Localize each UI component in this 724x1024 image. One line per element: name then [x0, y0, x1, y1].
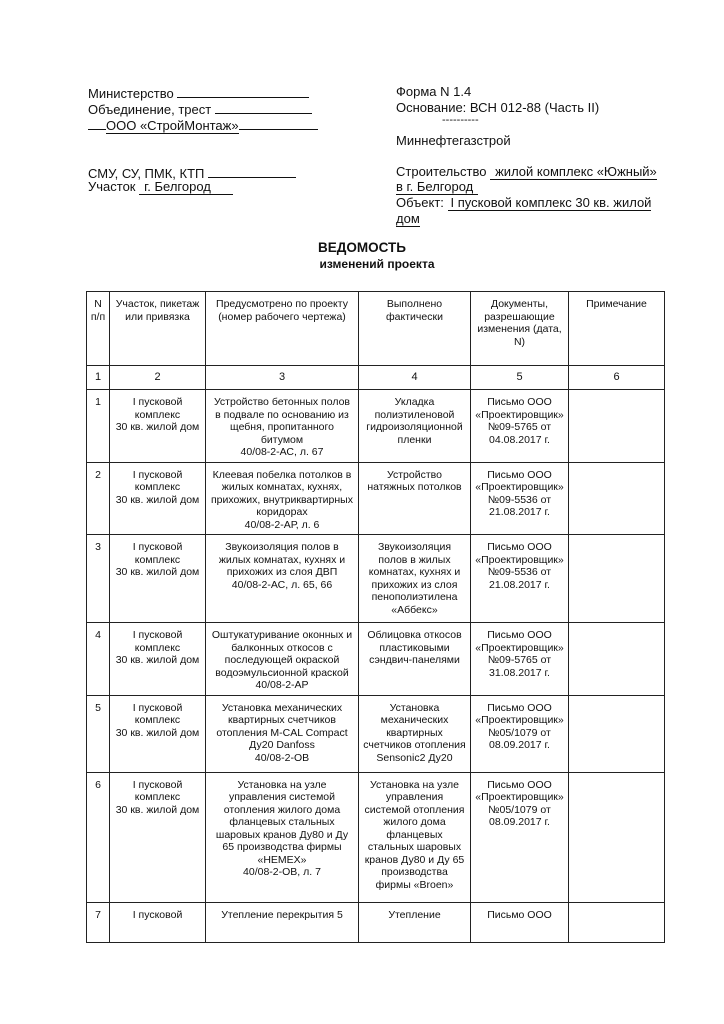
changes-table — [86, 291, 665, 943]
cell-line: Устройство — [387, 468, 442, 481]
ministry-field — [88, 84, 309, 101]
cell-line: Письмо ООО — [487, 701, 552, 714]
cell-line: Установка механических — [221, 701, 343, 714]
cell-line: комплекс — [134, 641, 181, 654]
header-line: фактически — [386, 310, 443, 323]
cell-line: 40/08-2-АР — [255, 679, 309, 691]
row-note — [569, 462, 665, 535]
cell-line: полов в жилых — [378, 553, 451, 566]
ministry-blank — [177, 84, 309, 98]
table-row — [87, 390, 665, 463]
cell-line: №09-5765 от — [487, 421, 552, 433]
cell-line: Письмо ООО — [487, 908, 552, 921]
cell-line: №05/1079 от — [488, 726, 551, 739]
cell-line: Письмо ООО — [487, 541, 552, 553]
table-header-row — [87, 292, 665, 366]
table-row — [87, 902, 665, 942]
cell-line: счетчиков отопления — [363, 739, 466, 751]
cell-line: I пусковой — [132, 778, 183, 791]
cell-line: жилого дома — [383, 816, 446, 828]
header-line: N) — [513, 335, 526, 348]
header-note — [569, 292, 665, 366]
cell-line: коридорах — [256, 506, 308, 518]
cell-line: Письмо ООО — [487, 778, 552, 791]
cell-line: щебня, пропитанного — [230, 421, 334, 433]
row-documents — [471, 535, 569, 623]
row-section — [110, 390, 206, 463]
cell-line: комплекс — [134, 408, 181, 421]
cell-line: системой отопления — [364, 803, 465, 816]
cell-line: I пусковой — [132, 908, 183, 921]
header-actual — [359, 292, 471, 366]
cell-line: пластиковыми — [379, 641, 450, 654]
cell-line: 21.08.2017 г. — [489, 578, 550, 591]
cell-line: 40/08-2-ОВ, л. 7 — [243, 866, 321, 878]
basis-dashes: ---------- — [442, 114, 479, 126]
association-blank — [215, 100, 312, 114]
row-number: 2 — [87, 462, 110, 535]
cell-line: Письмо ООО — [487, 629, 552, 641]
row-number: 3 — [87, 535, 110, 623]
row-number: 4 — [87, 623, 110, 696]
cell-line: комнатах, кухнях и — [368, 566, 461, 578]
cell-line: фланцевых — [386, 828, 443, 841]
header-documents — [471, 292, 569, 366]
row-section — [110, 902, 206, 942]
column-number: 4 — [359, 366, 471, 390]
cell-line: пленки — [397, 433, 432, 446]
cell-line: 30 кв. жилой дом — [115, 566, 200, 578]
row-documents — [471, 462, 569, 535]
cell-line: отопления M-CAL Compact — [216, 726, 348, 739]
cell-line: шаровых кранов Ду80 и Ду — [215, 828, 349, 841]
column-number: 6 — [569, 366, 665, 390]
cell-line: «Проектировщик» — [475, 791, 564, 803]
cell-line: 40/08-2-ОВ — [254, 751, 310, 764]
cell-line: комплекс — [134, 553, 181, 566]
row-planned — [206, 902, 359, 942]
cell-line: 08.09.2017 г. — [489, 739, 550, 751]
row-number: 5 — [87, 695, 110, 772]
cell-line: Звукоизоляция полов в — [225, 541, 339, 553]
cell-line: гидроизоляционной — [366, 421, 463, 433]
object-value-line1: I пусковой комплекс 30 кв. жилой — [448, 195, 652, 211]
header-line: Участок, пикетаж — [115, 298, 200, 310]
row-section — [110, 462, 206, 535]
column-number: 1 — [87, 366, 110, 390]
cell-line: кранов Ду80 и Ду 65 — [364, 853, 465, 866]
cell-line: Утепление перекрытия 5 — [221, 908, 343, 921]
cell-line: Клеевая побелка потолков в — [212, 468, 352, 481]
row-documents — [471, 390, 569, 463]
cell-line: I пусковой — [132, 541, 183, 553]
construction-label: Строительство — [396, 164, 487, 179]
row-planned — [206, 390, 359, 463]
association-field — [88, 100, 312, 117]
cell-line: в подвале по основанию из — [215, 408, 349, 421]
cell-line: прихожих из слоя — [371, 578, 458, 591]
header-line: Выполнено — [386, 298, 443, 310]
cell-line: комплекс — [134, 481, 181, 493]
row-note — [569, 695, 665, 772]
table-row — [87, 535, 665, 623]
object-label: Объект: — [396, 195, 444, 210]
cell-line: Установка на узле — [369, 778, 459, 791]
row-planned — [206, 535, 359, 623]
row-planned — [206, 462, 359, 535]
table-body — [87, 292, 665, 943]
document-title: ВЕДОМОСТЬ — [318, 240, 406, 255]
cell-line: «Проектировщик» — [475, 408, 564, 421]
header-line: Предусмотрено по проекту — [216, 298, 348, 310]
cell-line: Утепление — [388, 908, 441, 921]
cell-line: прихожих из слоя ДВП — [226, 566, 338, 578]
row-note — [569, 902, 665, 942]
cell-line: квартирных счетчиков — [228, 714, 336, 726]
cell-line: балконных откосов с — [231, 641, 333, 654]
cell-line: Установка на узле — [237, 778, 327, 791]
header-line: (номер рабочего чертежа) — [218, 310, 346, 323]
construction-city: в г. Белгород — [396, 179, 478, 195]
header-line: п/п — [90, 310, 106, 323]
construction-field — [396, 164, 657, 179]
cell-line: водоэмульсионной краской — [215, 666, 349, 679]
cell-line: №05/1079 от — [488, 803, 551, 816]
column-number-row — [87, 366, 665, 390]
row-section — [110, 695, 206, 772]
construction-value: жилой комплекс «Южный» — [490, 164, 657, 180]
row-planned — [206, 772, 359, 902]
cell-line: 08.09.2017 г. — [489, 816, 550, 828]
cell-line: последующей окраской — [224, 654, 340, 666]
row-section — [110, 623, 206, 696]
row-section — [110, 772, 206, 902]
cell-line: комплекс — [134, 714, 181, 726]
cell-line: Sensonic2 Ду20 — [376, 751, 453, 764]
object-field — [396, 195, 651, 210]
row-actual — [359, 772, 471, 902]
header-line: изменения (дата, — [477, 323, 562, 335]
section-label: Участок — [88, 179, 136, 194]
cell-line: Письмо ООО — [487, 468, 552, 481]
cell-line: сэндвич-панелями — [369, 654, 460, 666]
cell-line: 30 кв. жилой дом — [115, 726, 200, 739]
table-row — [87, 462, 665, 535]
table-row — [87, 695, 665, 772]
cell-line: 30 кв. жилой дом — [115, 803, 200, 816]
cell-line: 40/08-2-АР, л. 6 — [244, 518, 320, 531]
cell-line: фирмы «Broen» — [375, 878, 454, 891]
cell-line: I пусковой — [132, 396, 183, 408]
row-planned — [206, 695, 359, 772]
cell-line: №09-5536 от — [487, 566, 552, 578]
cell-line: 04.08.2017 г. — [489, 433, 550, 446]
row-actual — [359, 623, 471, 696]
cell-line: 31.08.2017 г. — [489, 666, 550, 679]
cell-line: «Проектировщик» — [475, 641, 564, 654]
row-documents — [471, 902, 569, 942]
cell-line: производства — [381, 866, 448, 878]
smu-blank — [208, 164, 296, 178]
document-subtitle: изменений проекта — [319, 257, 435, 271]
row-number: 7 — [87, 902, 110, 942]
row-note — [569, 535, 665, 623]
cell-line: Установка — [389, 701, 440, 714]
row-actual — [359, 390, 471, 463]
cell-line: Звукоизоляция — [377, 541, 452, 553]
column-number: 5 — [471, 366, 569, 390]
cell-line: квартирных — [386, 726, 443, 739]
column-number: 3 — [206, 366, 359, 390]
cell-line: жилых комнатах, кухнях, — [221, 481, 343, 493]
header-line: N — [94, 298, 102, 310]
row-actual — [359, 535, 471, 623]
ministry-label: Министерство — [88, 86, 174, 101]
association-label: Объединение, трест — [88, 102, 212, 117]
header-line: или привязка — [125, 310, 190, 323]
column-number: 2 — [110, 366, 206, 390]
cell-line: натяжных потолков — [367, 481, 462, 493]
cell-line: I пусковой — [132, 701, 183, 714]
cell-line: комплекс — [134, 791, 181, 803]
cell-line: управления системой — [228, 791, 335, 803]
table-row — [87, 623, 665, 696]
row-section — [110, 535, 206, 623]
construction-city-line — [396, 179, 478, 194]
cell-line: полиэтиленовой — [374, 408, 455, 421]
ministry-name: Миннефтегазстрой — [396, 133, 511, 148]
organization-field — [88, 116, 318, 133]
cell-line: 40/08-2-АС, л. 67 — [240, 446, 324, 458]
section-value: г. Белгород — [139, 179, 233, 195]
object-value-line2: дом — [396, 211, 420, 226]
header-line: Примечание — [586, 298, 647, 310]
header-planned — [206, 292, 359, 366]
cell-line: Укладка — [394, 396, 435, 408]
header-section — [110, 292, 206, 366]
row-actual — [359, 462, 471, 535]
cell-line: стальных шаровых — [367, 841, 462, 853]
basis: Основание: ВСН 012-88 (Часть II) — [396, 100, 600, 115]
cell-line: «Проектировщик» — [475, 714, 564, 726]
row-note — [569, 390, 665, 463]
cell-line: Облицовка откосов — [367, 629, 462, 641]
cell-line: прихожих, внутриквартирных — [211, 493, 353, 506]
cell-line: I пусковой — [132, 629, 183, 641]
organization-name: ООО «СтройМонтаж» — [106, 118, 239, 133]
cell-line: механических — [380, 714, 449, 726]
cell-line: «Проектировщик» — [475, 481, 564, 493]
cell-line: «Проектировщик» — [475, 553, 564, 566]
row-actual — [359, 902, 471, 942]
cell-line: Письмо ООО — [487, 396, 552, 408]
header-line: разрешающие — [484, 310, 555, 323]
row-documents — [471, 772, 569, 902]
cell-line: «Аббекс» — [391, 603, 438, 616]
smu-label: СМУ, СУ, ПМК, КТП — [88, 166, 205, 181]
cell-line: фланцевых стальных — [229, 816, 335, 828]
cell-line: Оштукатуривание оконных и — [211, 629, 353, 641]
row-note — [569, 623, 665, 696]
row-documents — [471, 623, 569, 696]
cell-line: №09-5765 от — [487, 654, 552, 666]
cell-line: №09-5536 от — [487, 493, 552, 506]
row-note — [569, 772, 665, 902]
object-line2 — [396, 211, 420, 226]
row-number: 6 — [87, 772, 110, 902]
section-field — [88, 179, 233, 194]
table-row — [87, 772, 665, 902]
row-planned — [206, 623, 359, 696]
cell-line: «HEMEX» — [257, 853, 307, 866]
cell-line: пенополиэтилена — [371, 591, 458, 603]
cell-line: 21.08.2017 г. — [489, 506, 550, 518]
header-number — [87, 292, 110, 366]
form-number: Форма N 1.4 — [396, 84, 472, 99]
cell-line: Устройство бетонных полов — [213, 396, 351, 408]
cell-line: Ду20 Danfoss — [249, 739, 315, 751]
cell-line: 30 кв. жилой дом — [115, 654, 200, 666]
cell-line: управления — [385, 791, 444, 803]
row-actual — [359, 695, 471, 772]
cell-line: битумом — [260, 433, 304, 446]
cell-line: 40/08-2-АС, л. 65, 66 — [231, 578, 333, 591]
cell-line: жилых комнатах, кухнях и — [218, 553, 346, 566]
cell-line: 65 производства фирмы — [222, 841, 342, 853]
cell-line: 30 кв. жилой дом — [115, 493, 200, 506]
cell-line: I пусковой — [132, 468, 183, 481]
row-number: 1 — [87, 390, 110, 463]
cell-line: отопления жилого дома — [223, 803, 341, 816]
header-line: Документы, — [490, 298, 549, 310]
row-documents — [471, 695, 569, 772]
cell-line: 30 кв. жилой дом — [115, 421, 200, 433]
